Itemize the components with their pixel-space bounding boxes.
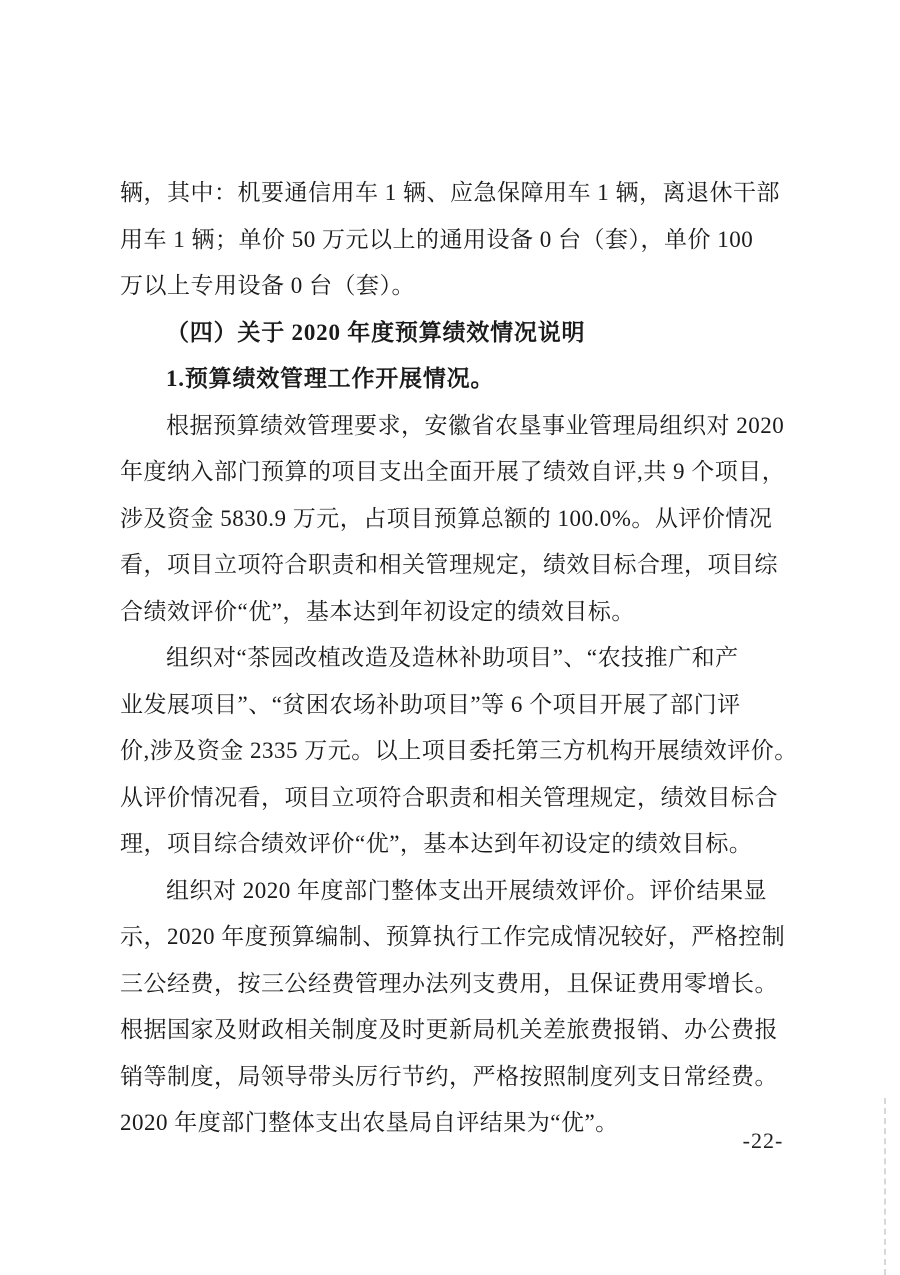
text-line: 用车 1 辆；单价 50 万元以上的通用设备 0 台（套），单价 100 <box>120 226 754 252</box>
page-number: -22- <box>742 1128 784 1153</box>
scan-artifact-dashed-line <box>884 1098 886 1275</box>
text-line: 组织对“茶园改植改造及造林补助项目”、“农技推广和产 <box>166 645 739 670</box>
heading-line: 1.预算绩效管理工作开展情况。 <box>166 366 495 391</box>
text-line: 示，2020 年度预算编制、预算执行工作完成情况较好，严格控制 <box>120 924 786 949</box>
text-line: 涉及资金 5830.9 万元，占项目预算总额的 100.0%。从评价情况 <box>120 505 773 531</box>
heading-line: （四）关于 2020 年度预算绩效情况说明 <box>166 319 586 345</box>
text-line: 三公经费，按三公经费管理办法列支费用，且保证费用零增长。 <box>120 970 778 996</box>
text-line: 根据国家及财政相关制度及时更新局机关差旅费报销、办公费报 <box>120 1017 778 1042</box>
text-line: 年度纳入部门预算的项目支出全面开展了绩效自评,共 9 个项目， <box>120 459 786 484</box>
text-line: 2020 年度部门整体支出农垦局自评结果为“优”。 <box>120 1110 619 1135</box>
text-line: 理，项目综合绩效评价“优”，基本达到年初设定的绩效目标。 <box>120 831 753 856</box>
body-text <box>120 170 800 1147</box>
text-line: 辆，其中：机要通信用车 1 辆、应急保障用车 1 辆，离退休干部 <box>120 180 780 205</box>
text-line: 组织对 2020 年度部门整体支出开展绩效评价。评价结果显 <box>166 877 767 903</box>
text-line: 从评价情况看，项目立项符合职责和相关管理规定，绩效目标合 <box>120 784 778 810</box>
text-line: 万以上专用设备 0 台（套）。 <box>120 273 415 298</box>
text-line: 根据预算绩效管理要求，安徽省农垦事业管理局组织对 2020 <box>166 412 785 438</box>
text-line: 业发展项目”、“贫困农场补助项目”等 6 个项目开展了部门评 <box>120 691 741 717</box>
text-line: 销等制度，局领导带头厉行节约，严格按照制度列支日常经费。 <box>120 1063 778 1089</box>
text-line: 看，项目立项符合职责和相关管理规定，绩效目标合理，项目综 <box>120 552 778 577</box>
text-line: 价,涉及资金 2335 万元。以上项目委托第三方机构开展绩效评价。 <box>120 738 798 763</box>
text-line: 合绩效评价“优”，基本达到年初设定的绩效目标。 <box>120 598 635 624</box>
